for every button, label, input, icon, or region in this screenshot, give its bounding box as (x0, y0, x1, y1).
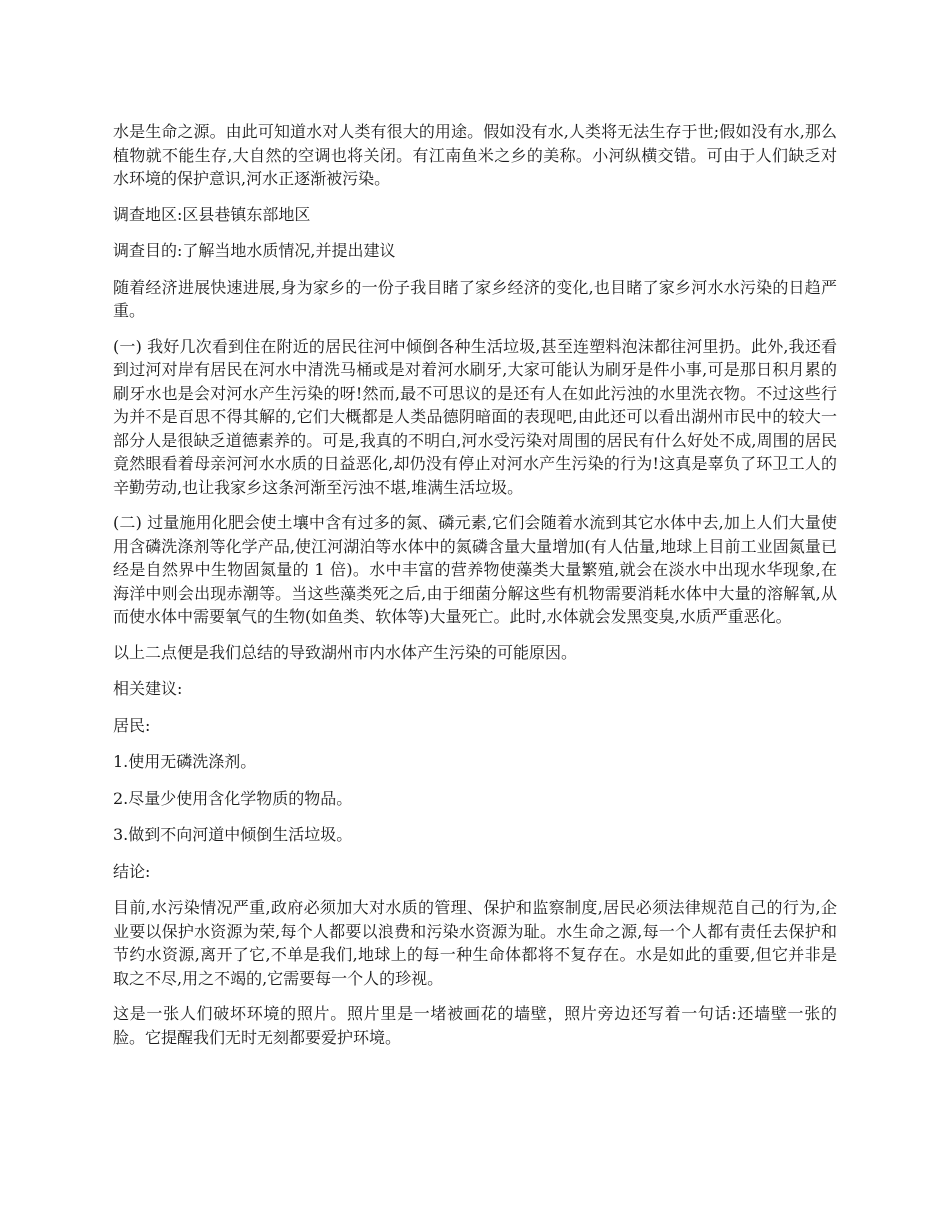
suggestion-item: 1.使用无磷洗涤剂。 (113, 752, 257, 771)
intro-paragraph: 水是生命之源。由此可知道水对人类有很大的用途。假如没有水,人类将无法生存于世;假如没有水,那么植物就不能生存,大自然的空调也将关闭。有江南鱼米之乡的美称。小河纵横交错。可由于人们缺乏对水环境的保护意识,河水正逐渐被污染。 (113, 122, 837, 188)
suggestion-item: 3.做到不向河道中倾倒生活垃圾。 (113, 825, 353, 844)
cause-two-paragraph: (二) 过量施用化肥会使土壤中含有过多的氮、磷元素,它们会随着水流到其它水体中去,加上人们大量使用含磷洗涤剂等化学产品,使江河湖泊等水体中的氮磷含量大量增加(有人估量,地球上目前工业固氮量已经是自然界中生物固氮量的 1 倍)。水中丰富的营养物使藻类大量繁殖,就会在淡水中出现水华现象,在海洋中则会出现赤潮等。当这些藻类死之后,由于细菌分解这些有机物需要消耗水体中大量的溶解氧,从而使水体中需要氧气的生物(如鱼类、软体等)大量死亡。此时,水体就会发黑变臭,水质严重恶化。 (113, 513, 837, 626)
conclusion-paragraph: 目前,水污染情况严重,政府必须加大对水质的管理、保护和监察制度,居民必须法律规范自己的行为,企业要以保护水资源为荣,每个人都要以浪费和污染水资源为耻。水生命之源,每一个人都有责任去保护和节约水资源,离开了它,不单是我们,地球上的每一种生命体都将不复存在。水是如此的重要,但它并非是取之不尽,用之不竭的,它需要每一个人的珍视。 (113, 898, 837, 988)
survey-area-line: 调查地区:区县巷镇东部地区 (113, 204, 311, 224)
suggestion-item: 2.尽量少使用含化学物质的物品。 (113, 788, 353, 808)
residents-heading: 居民: (113, 715, 151, 735)
survey-purpose-line: 调查目的:了解当地水质情况,并提出建议 (113, 241, 396, 260)
summary-line: 以上二点便是我们总结的导致湖州市内水体产生污染的可能原因。 (113, 642, 578, 662)
suggestions-heading: 相关建议: (113, 679, 183, 698)
document-body (113, 120, 837, 1061)
photo-description-paragraph: 这是一张人们破坏环境的照片。照片里是一堵被画花的墙壁，照片旁边还写着一句话:还墙壁一张的脸。它提醒我们无时无刻都要爱护环境。 (113, 1004, 837, 1047)
background-paragraph: 随着经济进展快速进展,身为家乡的一份子我目睹了家乡经济的变化,也目睹了家乡河水水污染的日趋严重。 (113, 277, 837, 320)
cause-one-paragraph: (一) 我好几次看到住在附近的居民往河中倾倒各种生活垃圾,甚至连塑料泡沫都往河里扔。此外,我还看到过河对岸有居民在河水中清洗马桶或是对着河水刷牙,大家可能认为刷牙是件小事,可是那日积月累的刷牙水也是会对河水产生污染的呀!然而,最不可思议的是还有人在如此污浊的水里洗衣物。不过这些行为并不是百思不得其解的,它们大概都是人类品德阴暗面的表现吧,由此还可以看出湖州市民中的较大一部分人是很缺乏道德素养的。可是,我真的不明白,河水受污染对周围的居民有什么好处不成,周围的居民竟然眼看着母亲河河水水质的日益恶化,却仍没有停止对河水产生污染的行为!这真是辜负了环卫工人的辛勤劳动,也让我家乡这条河渐至污浊不堪,堆满生活垃圾。 (113, 336, 837, 497)
conclusion-heading: 结论: (113, 861, 151, 881)
